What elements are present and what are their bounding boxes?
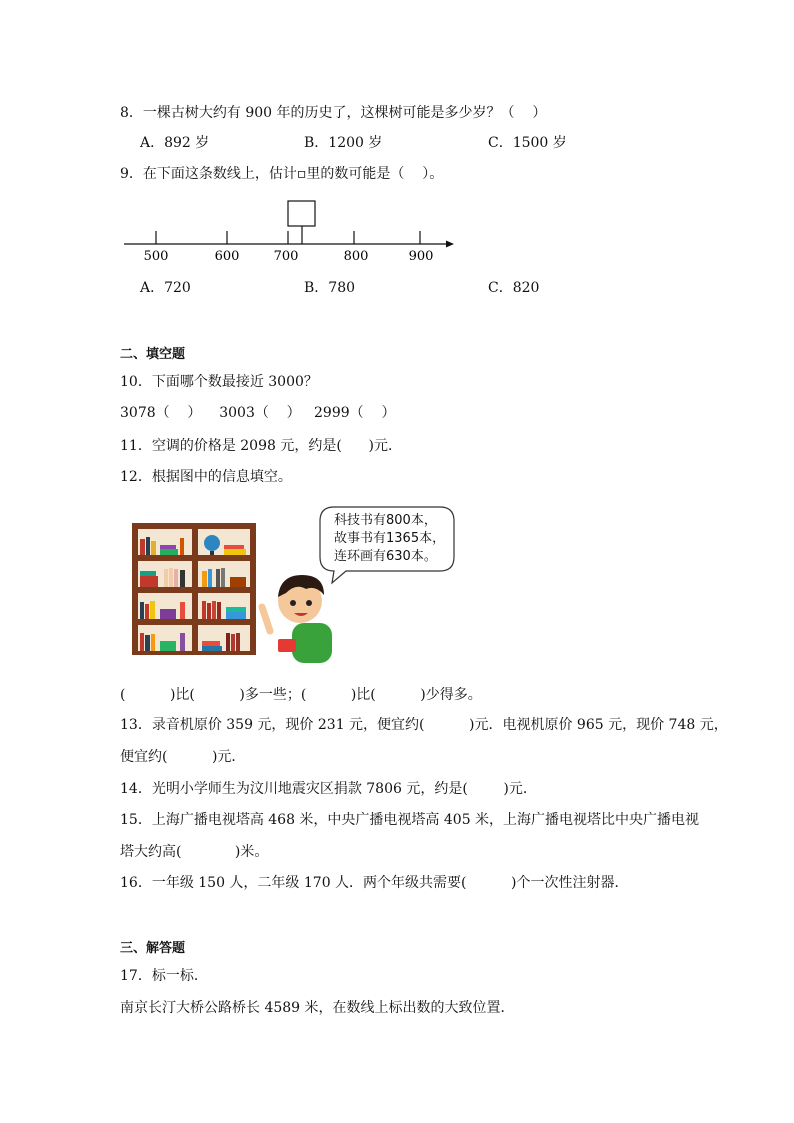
question-13-line2: 便宜约( )元． [120,749,246,765]
question-13-line1: 13．录音机原价 359 元，现价 231 元，便宜约( )元．电视机原价 965 元，现价 748 元， [120,717,728,733]
question-8: 8．一棵古树大约有 900 年的历史了，这棵树可能是多少岁？（ ） [120,105,547,121]
tick-label: 600 [214,249,240,264]
bubble-line: 科技书有800本， [334,513,437,528]
question-12: 12．根据图中的信息填空。 [120,469,292,485]
section-heading: 三、解答题 [120,941,186,956]
question-10: 10．下面哪个数最接近 3000？ [120,374,318,390]
question-14: 14．光明小学师生为汶川地震灾区捐款 7806 元，约是( )元． [120,781,537,797]
axis-arrow [446,241,454,248]
question-17-desc: 南京长汀大桥公路桥长 4589 米，在数线上标出数的大致位置． [120,1000,515,1016]
tick-label: 700 [273,249,299,264]
question-15-line2: 塔大约高( )米。 [120,844,269,860]
q8-option-c: C．1500 岁 [488,135,567,151]
question-11: 11．空调的价格是 2098 元，约是( )元． [120,438,402,454]
q9-option-a: A．720 [140,280,191,296]
question-9: 9．在下面这条数线上，估计▫里的数可能是（ ）。 [120,166,444,182]
bubble-line: 故事书有1365本， [334,531,446,546]
q8-option-a: A．892 岁 [140,135,210,151]
q10-choices: 3078（ ） 3003（ ） 2999（ ） [120,405,396,421]
section-heading: 二、填空题 [120,347,186,362]
bubble-line: 连环画有630本。 [334,549,437,564]
question-16: 16．一年级 150 人，二年级 170 人．两个年级共需要( )个一次性注射器． [120,875,629,891]
q12-blanks: ( )比( )多一些；( )比( )少得多。 [120,687,482,703]
q9-option-b: B．780 [304,280,356,296]
question-15-line1: 15．上海广播电视塔高 468 米，中央广播电视塔高 405 米，上海广播电视塔比中央广播电视 [120,812,700,828]
question-17: 17．标一标． [120,968,208,984]
tick-label: 500 [143,249,169,264]
tick-label: 900 [408,249,434,264]
q9-option-c: C．820 [488,280,540,296]
q8-option-b: B．1200 岁 [304,135,383,151]
boy-figure [262,575,332,663]
unknown-box [288,201,315,226]
tick-label: 800 [343,249,369,264]
number-line [120,196,460,266]
